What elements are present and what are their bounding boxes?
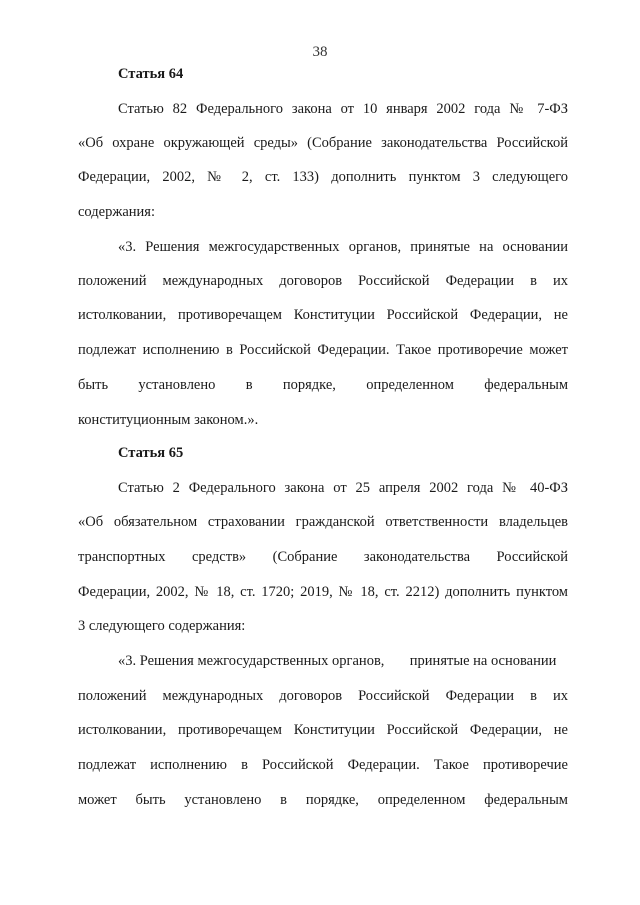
article-64-quote-line: быть установлено в порядке, определенном федеральным xyxy=(78,377,568,393)
article-64-quote-line: конституционным законом.». xyxy=(78,412,259,428)
article-64-quote-line: «3. Решения межгосударственных органов, принятые на основании xyxy=(118,239,568,255)
article-65-line: Федерации, 2002, № 18, ст. 1720; 2019, № 18, ст. 2212) дополнить пунктом xyxy=(78,584,568,600)
article-64-line: содержания: xyxy=(78,204,156,220)
article-64-heading: Статья 64 xyxy=(118,66,184,82)
article-65-line: «Об обязательном страховании гражданской ответственности владельцев xyxy=(78,514,568,530)
article-65-quote-line: «3. Решения межгосударственных органов, принятые на основании xyxy=(118,653,557,669)
article-65-quote-line: может быть установлено в порядке, определенном федеральным xyxy=(78,792,568,808)
article-64-quote-line: положений международных договоров Российской Федерации в их xyxy=(78,273,568,289)
article-65-quote-line: истолковании, противоречащем Конституции Российской Федерации, не xyxy=(78,722,568,738)
article-64-line: Статью 82 Федерального закона от 10 января 2002 года № 7-ФЗ xyxy=(118,101,568,117)
article-65-line: транспортных средств» (Собрание законодательства Российской xyxy=(78,549,568,565)
article-65-line: Статью 2 Федерального закона от 25 апреля 2002 года № 40-ФЗ xyxy=(118,480,568,496)
article-65-quote-line: положений международных договоров Российской Федерации в их xyxy=(78,688,568,704)
page-number: 38 xyxy=(312,44,328,60)
article-64-line: «Об охране окружающей среды» (Собрание законодательства Российской xyxy=(78,135,568,151)
article-64-quote-line: истолковании, противоречащем Конституции Российской Федерации, не xyxy=(78,307,568,323)
article-65-quote-line: подлежат исполнению в Российской Федерации. Такое противоречие xyxy=(78,757,568,773)
article-64-quote-line: подлежат исполнению в Российской Федерации. Такое противоречие может xyxy=(78,342,568,358)
article-65-line: 3 следующего содержания: xyxy=(78,618,246,634)
article-65-heading: Статья 65 xyxy=(118,445,184,461)
article-64-line: Федерации, 2002, № 2, ст. 133) дополнить пунктом 3 следующего xyxy=(78,169,568,185)
